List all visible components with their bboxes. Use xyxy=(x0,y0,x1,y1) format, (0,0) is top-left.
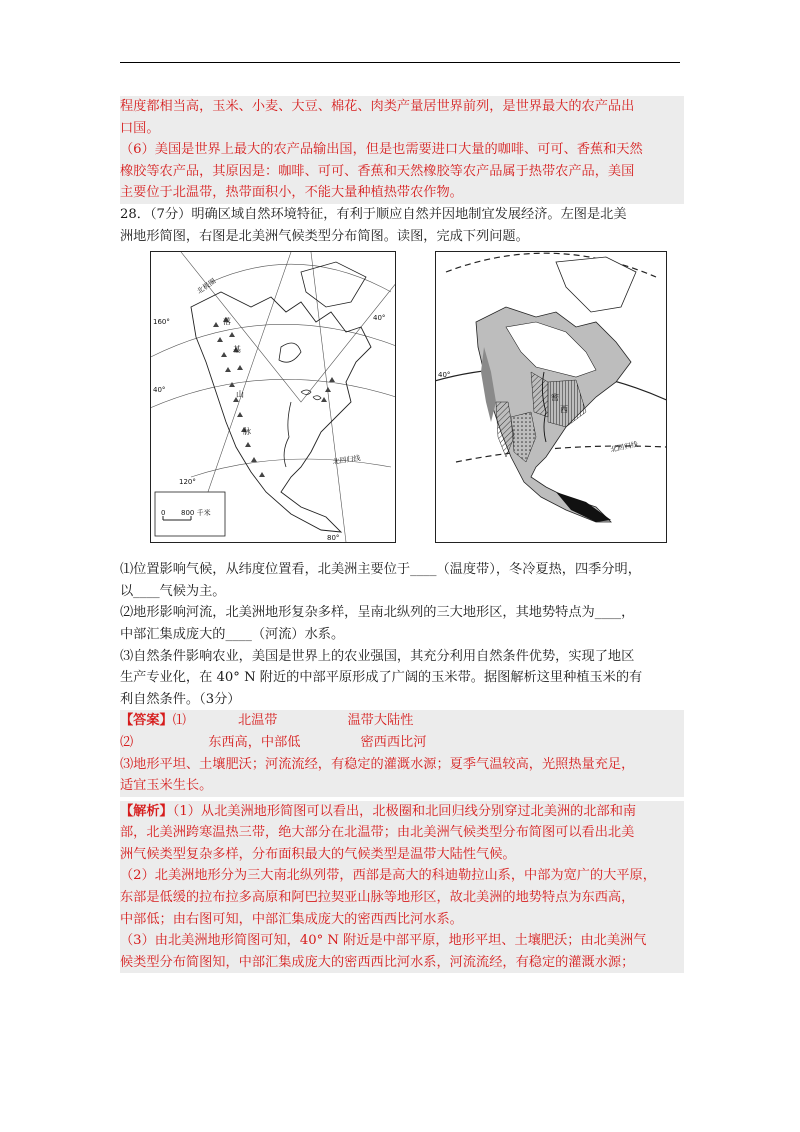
rocky-label-4: 脉 xyxy=(243,427,251,437)
answer-2-part-1: 东西高，中部低 xyxy=(208,734,301,750)
rocky-label-2: 基 xyxy=(233,345,241,355)
text-line: ⑴位置影响气候，从纬度位置看，北美洲主要位于____（温度带），冬冷夏热，四季分明， xyxy=(120,562,641,578)
parallel-40 xyxy=(151,379,395,412)
text-line: 适宜玉米生长。 xyxy=(120,778,213,794)
mississippi-river xyxy=(284,402,291,467)
answer-row-2 xyxy=(120,732,684,754)
analysis-block xyxy=(120,801,684,974)
arctic-circle-line xyxy=(211,264,391,292)
text-line: 程度都相当高，玉米、小麦、大豆、棉花、肉类产量居世界前列，是世界最大的农产品出 xyxy=(120,99,635,114)
subquestions xyxy=(120,559,684,710)
text-line: （1）从北美洲地形简图可以看出，北极圈和北回归线分别穿过北美洲的北部和南 xyxy=(172,803,637,819)
text-line: ⑵地形影响河流，北美洲地形复杂多样，呈南北纵列的三大地形区，其地势特点为____， xyxy=(120,605,635,621)
lon-80-label: 80° xyxy=(327,534,340,543)
answer-row-1 xyxy=(120,710,684,732)
arctic-circle-label: 北极圈 xyxy=(195,277,218,296)
text-line: （2）北美洲地形分为三大南北纵列带，西部是高大的科迪勒拉山系，中部为宽广的大平原， xyxy=(120,868,656,884)
text-line: 橡胶等农产品，其原因是：咖啡、可可、香蕉和天然橡胶等农产品属于热带农产品，美国 xyxy=(120,163,635,179)
answer-1-part-1: 北温带 xyxy=(237,713,278,729)
maps-figure xyxy=(120,251,684,551)
answer-1-number: ⑴ xyxy=(172,713,186,729)
lat-40-label: 40° xyxy=(153,386,166,395)
text-line: 利自然条件。（3分） xyxy=(120,691,241,707)
tropic-label: 北回归线 xyxy=(332,454,362,467)
meridian-80 xyxy=(311,252,346,542)
rocky-label-3: 山 xyxy=(236,390,244,400)
answer-block xyxy=(120,710,684,796)
answer-2-part-2: 密西西比河 xyxy=(360,734,427,750)
text-line: （3）由北美洲地形简图可知，40° N 附近是中部平原，地形平坦、土壤肥沃；由北美洲气 xyxy=(120,933,647,949)
tropic-label: 北回归线 xyxy=(609,440,639,455)
text-line: 生产专业化，在 40° N 附近的中部平原形成了广阔的玉米带。据图解析这里种植玉米的有 xyxy=(120,670,643,686)
header-rule xyxy=(120,62,680,63)
hudson-bay xyxy=(279,343,301,362)
rocky-label-1: 落 xyxy=(223,317,231,327)
river-label-2: 西 xyxy=(560,405,568,415)
scale-length-label: 800 千米 xyxy=(181,509,211,518)
text-line: 洲气候类型复杂多样，分布面积最大的气候类型是温带大陆性气候。 xyxy=(120,846,516,862)
answer-1-part-2: 温带大陆性 xyxy=(347,713,414,729)
text-line: （6）美国是世界上最大的农产品输出国，但是也需要进口大量的咖啡、可可、香蕉和天然 xyxy=(120,142,643,158)
lat-40-label: 40° xyxy=(438,371,451,380)
answer-2-number: ⑵ xyxy=(120,734,134,750)
text-line: 口国。 xyxy=(120,120,160,136)
text-line: ⑶地形平坦、土壤肥沃；河流流经，有稳定的灌溉水源；夏季气温较高，光照热量充足， xyxy=(120,756,635,772)
greenland-outline xyxy=(301,262,366,307)
meridian-120 xyxy=(201,252,291,512)
text-line: 中部汇集成庞大的____（河流）水系。 xyxy=(120,626,345,642)
document-body xyxy=(120,96,684,973)
answer-tag: 【答案】 xyxy=(120,713,173,729)
text-line: 东部是低缓的拉布拉多高原和阿巴拉契亚山脉等地形区，故北美洲的地势特点为东西高， xyxy=(120,890,635,906)
tropic-line xyxy=(191,459,391,477)
text-line: 候类型分布简图知，中部汇集成庞大的密西西比河水系，河流流经，有稳定的灌溉水源； xyxy=(120,954,635,970)
previous-answer-block xyxy=(120,96,684,204)
lon-40-label: 40° xyxy=(373,314,386,323)
north-america-terrain-map xyxy=(150,251,396,543)
analysis-p1-line1 xyxy=(120,801,684,823)
river-label-1: 密 xyxy=(551,393,559,403)
lon-120-label: 120° xyxy=(179,478,196,487)
text-line: 部，北美洲跨寒温热三带，绝大部分在北温带；由北美洲气候类型分布简图可以看出北美 xyxy=(120,825,635,841)
terrain-map-svg xyxy=(151,252,395,542)
north-america-climate-map xyxy=(435,251,667,543)
text-line: 主要位于北温带，热带面积小，不能大量种植热带农作物。 xyxy=(120,185,463,201)
analysis-tag: 【解析】 xyxy=(120,803,173,819)
text-line: 中部低；由右图可知，中部汇集成庞大的密西西比河水系。 xyxy=(120,911,463,927)
question-intro xyxy=(120,204,684,247)
scale-zero-label: 0 xyxy=(161,509,166,518)
text-line: 28．（7分）明确区域自然环境特征，有利于顺应自然并因地制宜发展经济。左图是北美 xyxy=(120,206,627,222)
rocky-mountain-symbols xyxy=(213,317,335,477)
climate-map-svg xyxy=(436,252,666,542)
text-line: 以____气候为主。 xyxy=(120,583,226,599)
text-line: 洲地形简图，右图是北美洲气候类型分布简图。读图，完成下列问题。 xyxy=(120,228,529,244)
text-line: ⑶自然条件影响农业，美国是世界上的农业强国，其充分利用自然条件优势，实现了地区 xyxy=(120,648,635,664)
lon-160-label: 160° xyxy=(153,318,170,327)
